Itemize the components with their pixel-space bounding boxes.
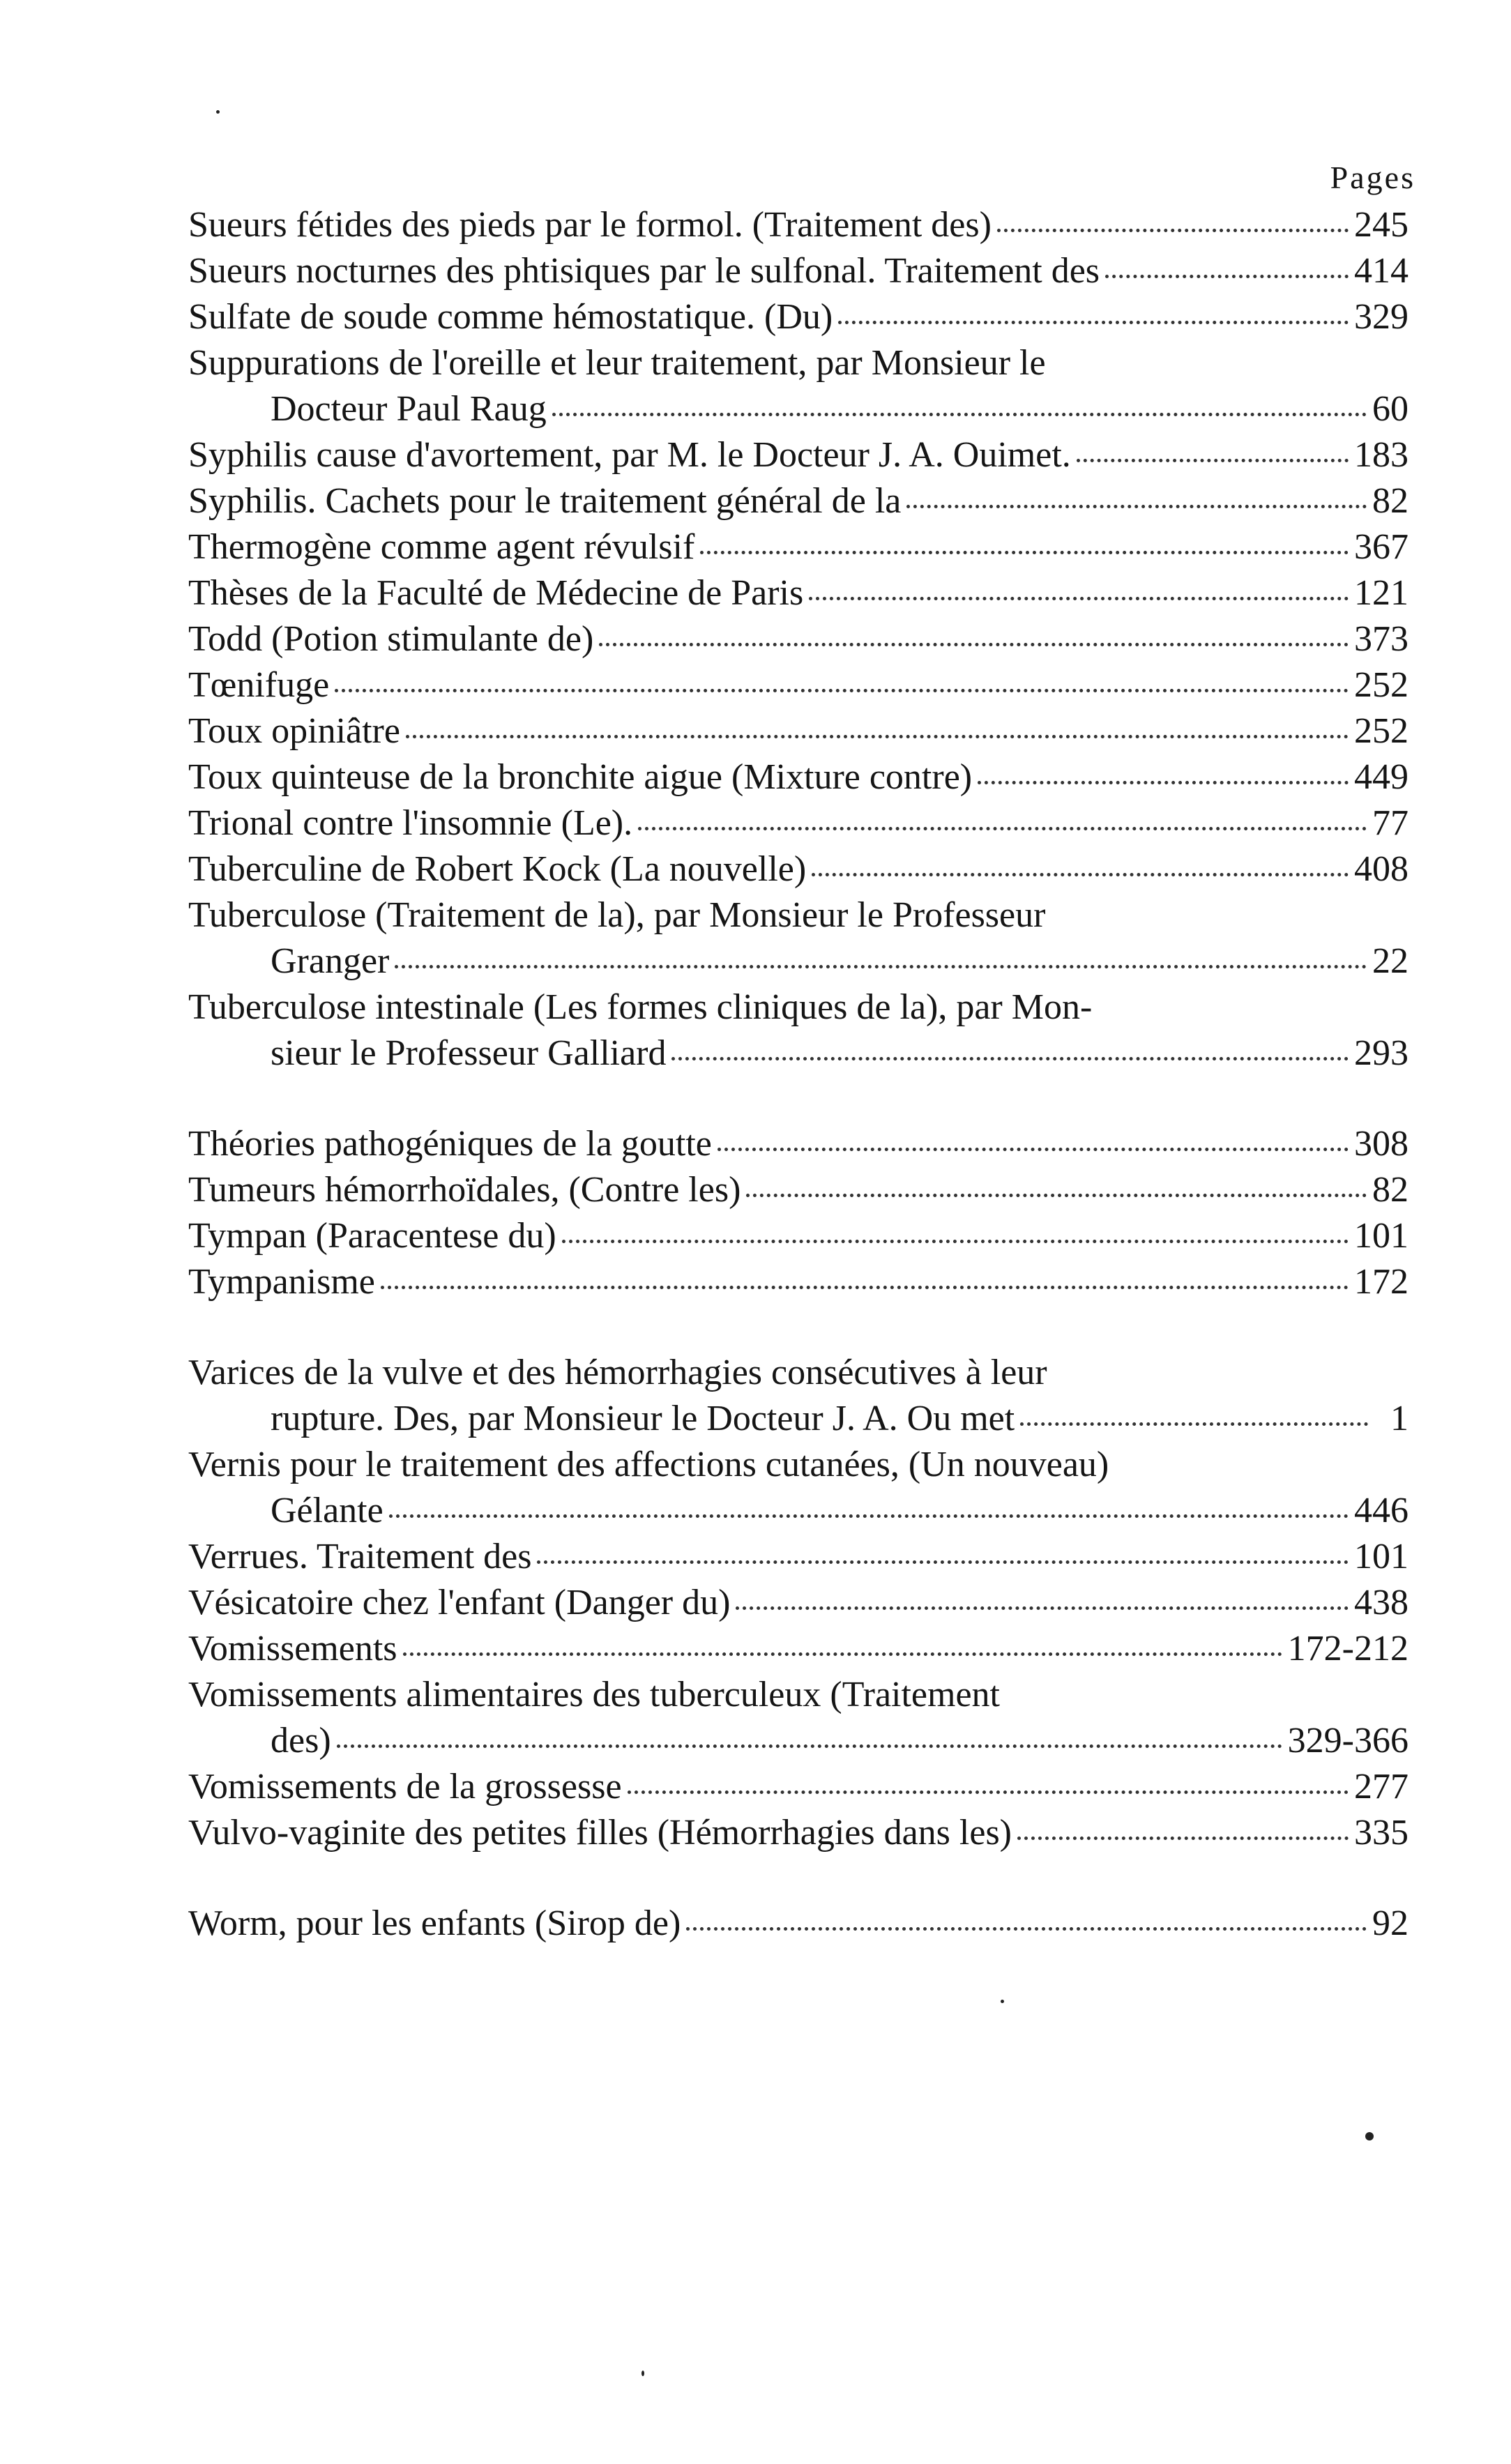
index-entry bbox=[188, 478, 1409, 524]
entry-text: Vésicatoire chez l'enfant (Danger du) bbox=[188, 1583, 731, 1622]
index-section bbox=[188, 1901, 1409, 1947]
page-number: 293 bbox=[1354, 1033, 1409, 1073]
dot-leader bbox=[1017, 1836, 1349, 1840]
index-entry bbox=[188, 1672, 1409, 1764]
entry-line bbox=[188, 616, 1409, 662]
entry-line bbox=[188, 1442, 1409, 1488]
entry-text: Docteur Paul Raug bbox=[271, 389, 547, 429]
entry-line bbox=[188, 1121, 1409, 1167]
pages-label: Pages bbox=[1330, 160, 1415, 195]
index-entry bbox=[188, 1901, 1409, 1947]
entry-text: Syphilis cause d'avortement, par M. le Docteur J. A. Ouimet. bbox=[188, 435, 1071, 475]
entry-line bbox=[188, 754, 1409, 800]
entry-text: Trional contre l'insomnie (Le). bbox=[188, 803, 633, 843]
page-number: 252 bbox=[1354, 711, 1409, 751]
dot-leader bbox=[335, 689, 1349, 692]
scan-speck bbox=[1365, 2132, 1374, 2140]
index-section bbox=[188, 202, 1409, 1077]
section-gap bbox=[188, 1856, 1409, 1901]
entry-text: Toux quinteuse de la bronchite aigue (Mixture contre) bbox=[188, 757, 973, 797]
entry-text: Sueurs fétides des pieds par le formol. (Traitement des) bbox=[188, 205, 992, 245]
index-entry bbox=[188, 1121, 1409, 1167]
index-entry bbox=[188, 1259, 1409, 1305]
entry-line bbox=[188, 202, 1409, 248]
entry-text: Syphilis. Cachets pour le traitement général de la bbox=[188, 481, 902, 521]
entry-line bbox=[188, 386, 1409, 432]
section-gap bbox=[188, 1077, 1409, 1121]
entry-line bbox=[188, 662, 1409, 708]
dot-leader bbox=[736, 1606, 1349, 1610]
page-number: 60 bbox=[1372, 389, 1409, 429]
entry-text: rupture. Des, par Monsieur le Docteur J. A. Ou met bbox=[271, 1399, 1015, 1438]
index-list bbox=[188, 202, 1409, 1947]
index-entry bbox=[188, 1213, 1409, 1259]
entry-line bbox=[188, 570, 1409, 616]
dot-leader bbox=[562, 1240, 1349, 1243]
dot-leader bbox=[997, 229, 1349, 232]
entry-line bbox=[188, 1031, 1409, 1077]
page-number: 101 bbox=[1354, 1216, 1409, 1256]
page-number: 92 bbox=[1372, 1903, 1409, 1943]
dot-leader bbox=[552, 413, 1367, 416]
entry-text: Tumeurs hémorrhoïdales, (Contre les) bbox=[188, 1170, 741, 1210]
page-number: 22 bbox=[1372, 941, 1409, 981]
entry-text: Théories pathogéniques de la goutte bbox=[188, 1124, 712, 1164]
entry-text: Tuberculose intestinale (Les formes cliniques de la), par Mon- bbox=[188, 987, 1093, 1027]
dot-leader bbox=[686, 1927, 1367, 1931]
entry-line bbox=[188, 1488, 1409, 1534]
page-number: 373 bbox=[1354, 619, 1409, 659]
dot-leader bbox=[628, 1790, 1349, 1794]
entry-text: Gélante bbox=[271, 1491, 384, 1530]
entry-line bbox=[188, 1259, 1409, 1305]
entry-text: Worm, pour les enfants (Sirop de) bbox=[188, 1903, 681, 1943]
page-number: 438 bbox=[1354, 1583, 1409, 1622]
entry-line bbox=[188, 1718, 1409, 1764]
dot-leader bbox=[717, 1148, 1349, 1151]
entry-line bbox=[188, 1350, 1409, 1396]
entry-line bbox=[188, 1396, 1409, 1442]
dot-leader bbox=[599, 643, 1349, 646]
dot-leader bbox=[337, 1744, 1282, 1748]
index-entry bbox=[188, 432, 1409, 478]
entry-text: Vomissements de la grossesse bbox=[188, 1767, 622, 1807]
entry-text: Varices de la vulve et des hémorrhagies consécutives à leur bbox=[188, 1353, 1047, 1392]
entry-line bbox=[188, 800, 1409, 846]
index-entry bbox=[188, 248, 1409, 294]
page-number: 252 bbox=[1354, 665, 1409, 705]
dot-leader bbox=[638, 827, 1367, 830]
page-number: 335 bbox=[1354, 1813, 1409, 1853]
dot-leader bbox=[406, 735, 1349, 738]
entry-line bbox=[188, 1626, 1409, 1672]
index-entry bbox=[188, 1580, 1409, 1626]
index-entry bbox=[188, 202, 1409, 248]
entry-text: Thèses de la Faculté de Médecine de Paris bbox=[188, 573, 804, 613]
page-number: 82 bbox=[1372, 1170, 1409, 1210]
entry-text: Vomissements bbox=[188, 1629, 397, 1668]
entry-text: Thermogène comme agent révulsif bbox=[188, 527, 695, 567]
entry-line bbox=[188, 1534, 1409, 1580]
entry-line bbox=[188, 524, 1409, 570]
entry-line bbox=[188, 892, 1409, 938]
entry-line bbox=[188, 248, 1409, 294]
index-section bbox=[188, 1350, 1409, 1856]
entry-line bbox=[188, 1901, 1409, 1947]
page-number: 172 bbox=[1354, 1262, 1409, 1302]
entry-text: Sulfate de soude comme hémostatique. (Du) bbox=[188, 297, 833, 337]
entry-text: Vomissements alimentaires des tuberculeux (Traitement bbox=[188, 1675, 1000, 1714]
index-entry bbox=[188, 524, 1409, 570]
page-number: 308 bbox=[1354, 1124, 1409, 1164]
index-entry bbox=[188, 1810, 1409, 1856]
entry-text: sieur le Professeur Galliard bbox=[271, 1033, 667, 1073]
index-entry bbox=[188, 570, 1409, 616]
index-entry bbox=[188, 708, 1409, 754]
index-entry bbox=[188, 1764, 1409, 1810]
page-number: 367 bbox=[1354, 527, 1409, 567]
page-number: 449 bbox=[1354, 757, 1409, 797]
pages-column-header bbox=[188, 159, 1415, 196]
index-entry bbox=[188, 1350, 1409, 1442]
entry-line bbox=[188, 1672, 1409, 1718]
page-number: 77 bbox=[1372, 803, 1409, 843]
page-number: 329 bbox=[1354, 297, 1409, 337]
entry-text: Verrues. Traitement des bbox=[188, 1537, 532, 1576]
page-number: 245 bbox=[1354, 205, 1409, 245]
page-number: 82 bbox=[1372, 481, 1409, 521]
entry-text: Todd (Potion stimulante de) bbox=[188, 619, 594, 659]
entry-line bbox=[188, 1167, 1409, 1213]
entry-line bbox=[188, 478, 1409, 524]
index-section bbox=[188, 1121, 1409, 1305]
entry-text: Tœnifuge bbox=[188, 665, 330, 705]
entry-text: Tympanisme bbox=[188, 1262, 375, 1302]
page-number: 414 bbox=[1354, 251, 1409, 291]
dot-leader bbox=[381, 1286, 1349, 1289]
index-entry bbox=[188, 1167, 1409, 1213]
entry-text: Vulvo-vaginite des petites filles (Hémorrhagies dans les) bbox=[188, 1813, 1012, 1853]
index-entry bbox=[188, 294, 1409, 340]
entry-line bbox=[188, 294, 1409, 340]
page-number: 121 bbox=[1354, 573, 1409, 613]
page-number: 329-366 bbox=[1287, 1721, 1409, 1760]
entry-text: Sueurs nocturnes des phtisiques par le sulfonal. Traitement des bbox=[188, 251, 1100, 291]
entry-text: Tympan (Paracentese du) bbox=[188, 1216, 556, 1256]
entry-text: Tuberculine de Robert Kock (La nouvelle) bbox=[188, 849, 807, 889]
dot-leader bbox=[746, 1194, 1367, 1197]
dot-leader bbox=[1105, 275, 1349, 278]
entry-line bbox=[188, 1764, 1409, 1810]
dot-leader bbox=[812, 873, 1349, 876]
index-entry bbox=[188, 1442, 1409, 1534]
scan-speck bbox=[641, 2371, 644, 2376]
dot-leader bbox=[838, 321, 1349, 324]
dot-leader bbox=[403, 1652, 1282, 1656]
entry-line bbox=[188, 1580, 1409, 1626]
entry-text: Suppurations de l'oreille et leur traitement, par Monsieur le bbox=[188, 343, 1046, 383]
index-entry bbox=[188, 892, 1409, 984]
index-entry bbox=[188, 846, 1409, 892]
scan-speck bbox=[1001, 2000, 1004, 2003]
dot-leader bbox=[978, 781, 1349, 784]
index-entry bbox=[188, 662, 1409, 708]
page-number: 101 bbox=[1354, 1537, 1409, 1576]
entry-text: des) bbox=[271, 1721, 331, 1760]
entry-line bbox=[188, 340, 1409, 386]
page-number: 446 bbox=[1354, 1491, 1409, 1530]
dot-leader bbox=[700, 551, 1349, 554]
entry-line bbox=[188, 432, 1409, 478]
scan-speck bbox=[216, 110, 220, 114]
page-number: 172-212 bbox=[1287, 1629, 1409, 1668]
index-entry bbox=[188, 984, 1409, 1077]
dot-leader bbox=[389, 1514, 1349, 1518]
page-number: 408 bbox=[1354, 849, 1409, 889]
entry-line bbox=[188, 1810, 1409, 1856]
entry-text: Toux opiniâtre bbox=[188, 711, 400, 751]
dot-leader bbox=[1020, 1422, 1368, 1426]
dot-leader bbox=[1077, 459, 1349, 462]
entry-text: Granger bbox=[271, 941, 390, 981]
dot-leader bbox=[906, 505, 1367, 508]
entry-line bbox=[188, 938, 1409, 984]
dot-leader bbox=[671, 1057, 1349, 1060]
section-gap bbox=[188, 1305, 1409, 1350]
dot-leader bbox=[537, 1560, 1349, 1564]
entry-line bbox=[188, 984, 1409, 1031]
dot-leader bbox=[395, 965, 1367, 968]
entry-line bbox=[188, 1213, 1409, 1259]
entry-line bbox=[188, 846, 1409, 892]
entry-line bbox=[188, 708, 1409, 754]
entry-text: Tuberculose (Traitement de la), par Monsieur le Professeur bbox=[188, 895, 1046, 935]
index-entry bbox=[188, 340, 1409, 432]
index-entry bbox=[188, 754, 1409, 800]
page-number: 277 bbox=[1354, 1767, 1409, 1807]
page-number: 1 bbox=[1390, 1399, 1409, 1438]
dot-leader bbox=[809, 597, 1349, 600]
entry-text: Vernis pour le traitement des affections cutanées, (Un nouveau) bbox=[188, 1445, 1109, 1484]
index-entry bbox=[188, 800, 1409, 846]
index-entry bbox=[188, 1534, 1409, 1580]
index-entry bbox=[188, 616, 1409, 662]
page-number: 183 bbox=[1354, 435, 1409, 475]
index-entry bbox=[188, 1626, 1409, 1672]
